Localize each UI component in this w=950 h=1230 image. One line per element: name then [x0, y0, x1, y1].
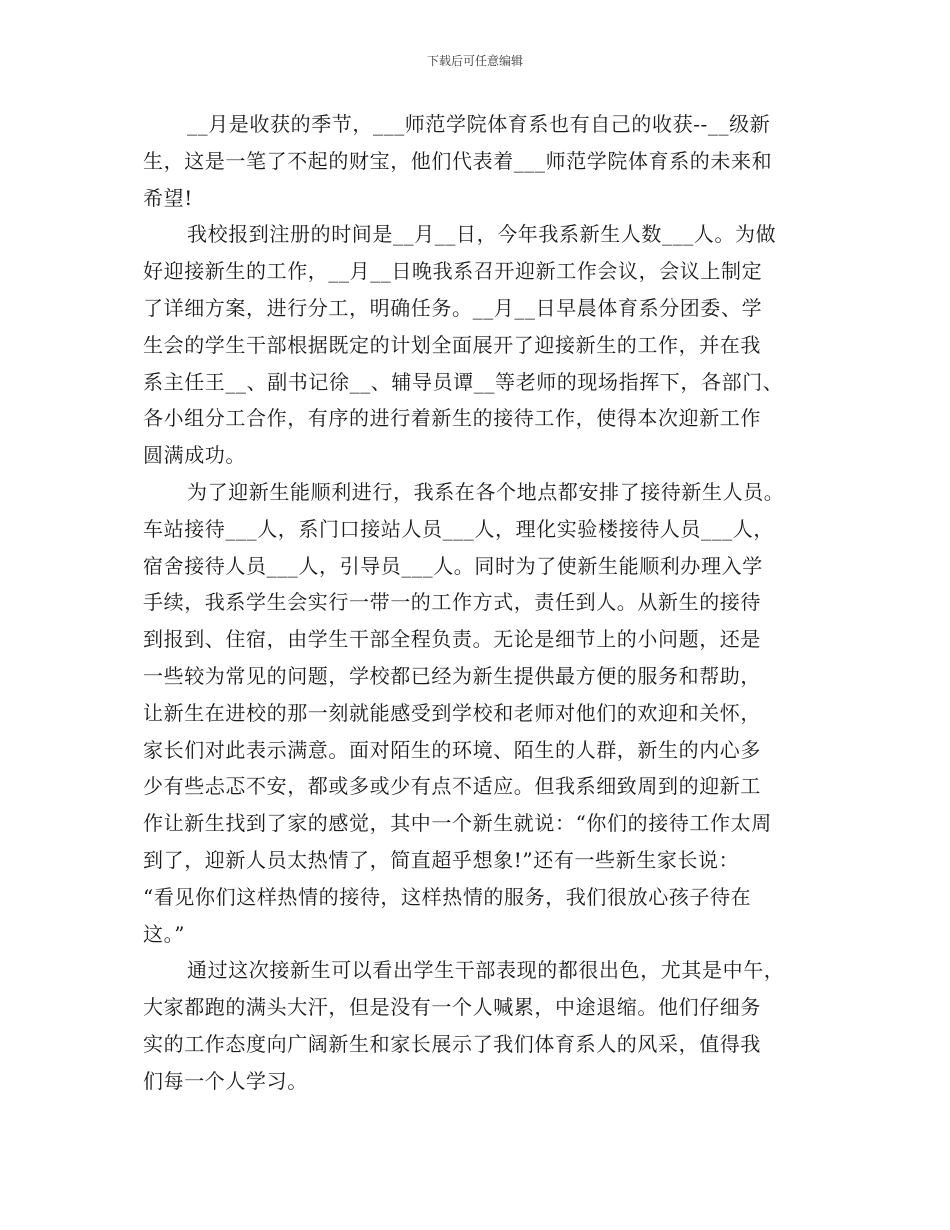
text-line: 我校报到注册的时间是__月__日，今年我系新生人数___人。为做 [187, 222, 777, 247]
text-line: 作让新生找到了家的感觉，其中一个新生就说：“你们的接待工作太周 [143, 811, 772, 836]
text-line: 车站接待___人，系门口接站人员___人，理化实验楼接待人员___人， [143, 516, 774, 541]
text-line: 通过这次接新生可以看出学生干部表现的都很出色，尤其是中午， [187, 958, 785, 983]
text-line: 希望! [143, 185, 193, 210]
text-line: 生，这是一笔了不起的财宝，他们代表着___师范学院体育系的未来和 [143, 148, 773, 173]
text-line: 一些较为常见的问题，学校都已经为新生提供最方便的服务和帮助， [143, 663, 761, 688]
text-line: 生会的学生干部根据既定的计划全面展开了迎接新生的工作，并在我 [143, 332, 761, 357]
text-line: 到报到、住宿，由学生干部全程负责。无论是细节上的小问题，还是 [143, 627, 761, 652]
text-line: 各小组分工合作，有序的进行着新生的接待工作，使得本次迎新工作 [143, 406, 761, 431]
document-body [143, 106, 809, 1100]
text-line: “看见你们这样热情的接待，这样热情的服务，我们很放心孩子待在 [143, 884, 752, 909]
text-line: 系主任王__、副书记徐__、辅导员谭__等老师的现场指挥下，各部门、 [143, 369, 784, 394]
text-line: 家长们对此表示满意。面对陌生的环境、陌生的人群，新生的内心多 [143, 737, 761, 762]
text-line: 这。” [143, 921, 186, 946]
page-header-note: 下载后可任意编辑 [426, 54, 523, 68]
text-line: 大家都跑的满头大汗，但是没有一个人喊累，中途退缩。他们仔细务 [143, 995, 761, 1020]
text-line: 实的工作态度向广阔新生和家长展示了我们体育系人的风采，值得我 [143, 1031, 761, 1056]
paragraph-4 [143, 952, 809, 1099]
text-line: 们每一个人学习。 [143, 1068, 308, 1093]
paragraph-2 [143, 216, 809, 474]
text-line: 让新生在进校的那一刻就能感受到学校和老师对他们的欢迎和关怀， [143, 700, 761, 725]
text-line: 为了迎新生能顺利进行，我系在各个地点都安排了接待新生人员。 [187, 479, 785, 504]
text-line: 好迎接新生的工作，__月__日晚我系召开迎新工作会议，会议上制定 [143, 259, 763, 284]
text-line: 手续，我系学生会实行一带一的工作方式，责任到人。从新生的接待 [143, 590, 761, 615]
text-line: 少有些忐忑不安，都或多或少有点不适应。但我系细致周到的迎新工 [143, 774, 761, 799]
text-line: 到了，迎新人员太热情了，简直超乎想象!”还有一些新生家长说： [143, 847, 740, 872]
paragraph-3 [143, 474, 809, 952]
text-line: __月是收获的季节，___师范学院体育系也有自己的收获--__级新 [187, 112, 771, 136]
text-line: 宿舍接待人员___人，引导员___人。同时为了使新生能顺利办理入学 [143, 553, 763, 578]
text-line: 圆满成功。 [143, 443, 246, 468]
text-line: 了详细方案，进行分工，明确任务。__月__日早晨体育系分团委、学 [143, 295, 763, 320]
paragraph-1 [143, 106, 809, 216]
